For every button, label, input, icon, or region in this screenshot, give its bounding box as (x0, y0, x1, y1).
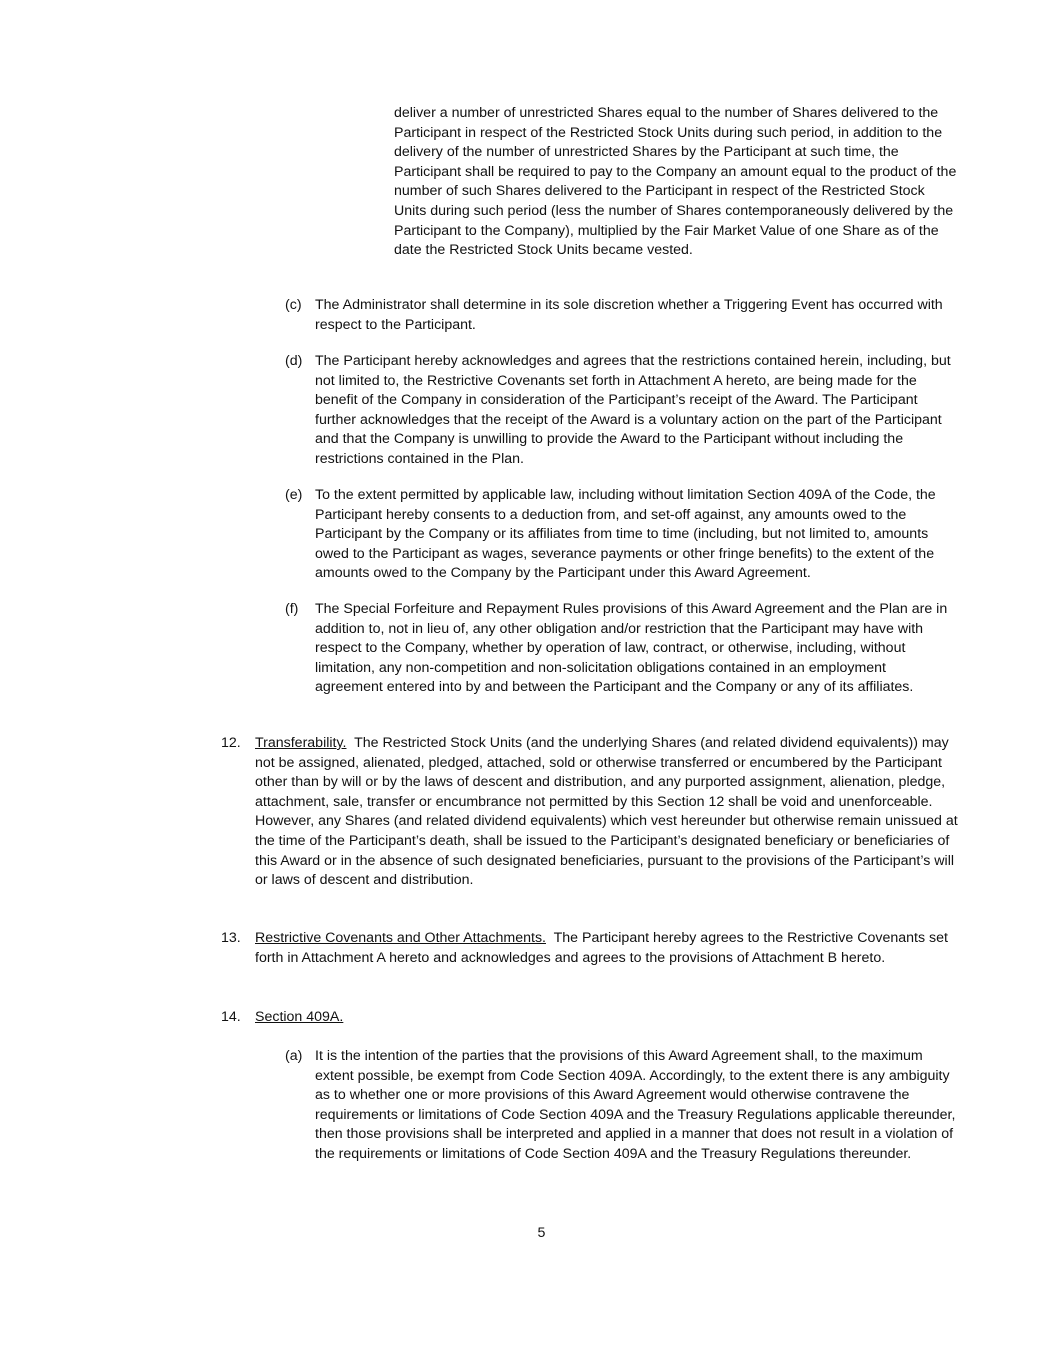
clause-label: (d) (285, 353, 303, 369)
clause-label: (e) (285, 487, 303, 503)
clause-text: It is the intention of the parties that the provisions of this Award Agreement shall, to the maximum extent possible, be exempt from Code Section 409A. Accordingly, to the extent there is any ambiguity as to whether one or more provisions of this Award Agreement would otherwise contravene the requirements or limitations of Code Section 409A and the Treasury Regulations applicable thereunder, then those provisions shall be interpreted and applied in a manner that does not result in a violation of the requirements or limitations of Code Section 409A and the Treasury Regulations thereunder. (315, 1048, 956, 1162)
clause-text: To the extent permitted by applicable law, including without limitation Section 409A of the Code, the Participant hereby consents to a deduction from, and set-off against, any amounts owed to the Participant by the Company or its affiliates from time to time (including, but not limited to, amounts owed to the Participant as wages, severance payments or other fringe benefits) to the extent of the amounts owed to the Company by the Participant under this Award Agreement. (315, 487, 936, 582)
section-body: The Participant hereby agrees to the Restrictive Covenants set forth in Attachment A hereto and acknowledges and agrees to the provisions of Attachment B hereto. (255, 930, 948, 966)
clause-text: The Special Forfeiture and Repayment Rules provisions of this Award Agreement and the Plan are in addition to, not in lieu of, any other obligation and/or restriction that the Participant may have with respect to the Company, whether by operation of law, contract, or otherwise, including, without limitation, any non-competition and non-solicitation obligations contained in an employment agreement entered into by and between the Participant and the Company or any of its affiliates. (315, 601, 948, 696)
section-text (255, 1008, 959, 1028)
section-body: The Restricted Stock Units (and the underlying Shares (and related dividend equivalents)) may not be assigned, alienated, pledged, attached, sold or otherwise transferred or encumbered by the Participant other than by will or by the laws of descent and distribution, and any purported assignment, alienation, pledge, attachment, sale, transfer or encumbrance not permitted by this Section 12 shall be void and unenforceable. However, any Shares (and related dividend equivalents) which vest hereunder but otherwise remain unissued at the time of the Participant’s death, shall be issued to the Participant’s designated beneficiary or beneficiaries of this Award or in the absence of such designated beneficiaries, pursuant to the provisions of the Participant’s will or laws of descent and distribution. (255, 735, 958, 889)
section-heading: Section 409A. (255, 1009, 344, 1025)
section-heading: Restrictive Covenants and Other Attachments. (255, 930, 546, 946)
clause-text: The Administrator shall determine in its sole discretion whether a Triggering Event has occurred with respect to the Participant. (315, 297, 943, 333)
section-text (255, 734, 959, 891)
clause-label: (c) (285, 297, 302, 313)
page-number: 5 (537, 1225, 546, 1241)
section-number: 14. (221, 1009, 241, 1025)
section-number: 12. (221, 735, 241, 751)
section-text (255, 929, 959, 968)
section-number: 13. (221, 930, 241, 946)
clause-label: (f) (285, 601, 299, 617)
section-heading: Transferability. (255, 735, 347, 751)
clause-label: (a) (285, 1048, 303, 1064)
clause-text: The Participant hereby acknowledges and agrees that the restrictions contained herein, including, but not limited to, the Restrictive Covenants set forth in Attachment A hereto, are being made for the benefit of the Company in consideration of the Participant’s receipt of the Award. The Participant further acknowledges that the receipt of the Award is a voluntary action on the part of the Participant and that the Company is unwilling to provide the Award to the Participant without including the restrictions contained in the Plan. (315, 353, 951, 467)
continuation-paragraph: deliver a number of unrestricted Shares equal to the number of Shares delivered to the Participant in respect of the Restricted Stock Units during such period, in addition to the delivery of the number of unrestricted Shares by the Participant at such time, the Participant shall be required to pay to the Company an amount equal to the product of the number of such Shares delivered to the Participant in respect of the Restricted Stock Units during such period (less the number of Shares contemporaneously delivered by the Participant to the Company), multiplied by the Fair Market Value of one Share as of the date the Restricted Stock Units became vested. (394, 105, 957, 259)
